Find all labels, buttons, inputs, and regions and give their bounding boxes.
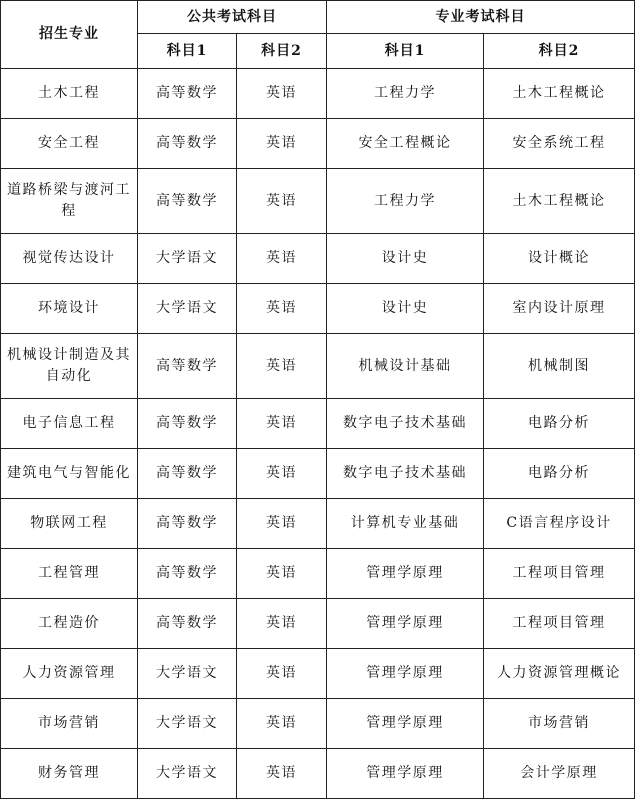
cell-public-subject-1: 高等数学 [138, 119, 237, 169]
cell-professional-subject-2: 人力资源管理概论 [484, 649, 635, 699]
cell-professional-subject-2: 电路分析 [484, 399, 635, 449]
cell-professional-subject-2: 机械制图 [484, 334, 635, 399]
header-public-group: 公共考试科目 [138, 1, 327, 34]
cell-professional-subject-2: 设计概论 [484, 234, 635, 284]
cell-public-subject-2: 英语 [237, 234, 327, 284]
table-row [1, 169, 635, 234]
cell-public-subject-1: 高等数学 [138, 549, 237, 599]
cell-major: 市场营销 [1, 699, 138, 749]
cell-professional-subject-2: 市场营销 [484, 699, 635, 749]
cell-professional-subject-1: 安全工程概论 [327, 119, 484, 169]
cell-public-subject-2: 英语 [237, 284, 327, 334]
cell-professional-subject-2: 工程项目管理 [484, 549, 635, 599]
header-row-groups [1, 1, 635, 34]
cell-public-subject-2: 英语 [237, 699, 327, 749]
cell-professional-subject-1: 工程力学 [327, 69, 484, 119]
cell-professional-subject-2: 工程项目管理 [484, 599, 635, 649]
cell-major: 电子信息工程 [1, 399, 138, 449]
cell-public-subject-2: 英语 [237, 169, 327, 234]
header-public-subject-2: 科目2 [237, 34, 327, 69]
header-professional-group: 专业考试科目 [327, 1, 635, 34]
cell-professional-subject-2: 会计学原理 [484, 749, 635, 799]
header-professional-subject-2: 科目2 [484, 34, 635, 69]
cell-major: 财务管理 [1, 749, 138, 799]
header-major: 招生专业 [1, 1, 138, 69]
cell-major: 机械设计制造及其自动化 [1, 334, 138, 399]
cell-major: 建筑电气与智能化 [1, 449, 138, 499]
table-row [1, 69, 635, 119]
table-row [1, 234, 635, 284]
cell-public-subject-1: 高等数学 [138, 449, 237, 499]
cell-professional-subject-1: 管理学原理 [327, 599, 484, 649]
table-row [1, 549, 635, 599]
cell-public-subject-1: 高等数学 [138, 599, 237, 649]
table-row [1, 749, 635, 799]
cell-professional-subject-1: 工程力学 [327, 169, 484, 234]
cell-public-subject-1: 高等数学 [138, 334, 237, 399]
cell-public-subject-2: 英语 [237, 549, 327, 599]
cell-public-subject-1: 大学语文 [138, 649, 237, 699]
cell-public-subject-1: 大学语文 [138, 699, 237, 749]
cell-major: 工程造价 [1, 599, 138, 649]
cell-public-subject-1: 高等数学 [138, 69, 237, 119]
cell-professional-subject-2: 室内设计原理 [484, 284, 635, 334]
cell-public-subject-2: 英语 [237, 599, 327, 649]
cell-public-subject-2: 英语 [237, 649, 327, 699]
table-row [1, 449, 635, 499]
cell-public-subject-2: 英语 [237, 399, 327, 449]
table-row [1, 334, 635, 399]
cell-major: 物联网工程 [1, 499, 138, 549]
cell-major: 安全工程 [1, 119, 138, 169]
cell-professional-subject-2: 土木工程概论 [484, 69, 635, 119]
header-public-subject-1: 科目1 [138, 34, 237, 69]
cell-major: 工程管理 [1, 549, 138, 599]
cell-public-subject-1: 大学语文 [138, 234, 237, 284]
table-row [1, 499, 635, 549]
cell-professional-subject-1: 管理学原理 [327, 649, 484, 699]
table-row [1, 399, 635, 449]
cell-professional-subject-1: 管理学原理 [327, 549, 484, 599]
cell-major: 环境设计 [1, 284, 138, 334]
header-professional-subject-1: 科目1 [327, 34, 484, 69]
cell-professional-subject-2: 安全系统工程 [484, 119, 635, 169]
cell-professional-subject-1: 计算机专业基础 [327, 499, 484, 549]
table-row [1, 599, 635, 649]
cell-professional-subject-1: 机械设计基础 [327, 334, 484, 399]
cell-public-subject-2: 英语 [237, 334, 327, 399]
cell-public-subject-1: 高等数学 [138, 169, 237, 234]
cell-public-subject-2: 英语 [237, 119, 327, 169]
cell-public-subject-2: 英语 [237, 749, 327, 799]
cell-public-subject-2: 英语 [237, 499, 327, 549]
cell-major: 道路桥梁与渡河工程 [1, 169, 138, 234]
cell-public-subject-1: 大学语文 [138, 284, 237, 334]
cell-major: 土木工程 [1, 69, 138, 119]
cell-professional-subject-1: 数字电子技术基础 [327, 399, 484, 449]
table-row [1, 119, 635, 169]
cell-professional-subject-2: C语言程序设计 [484, 499, 635, 549]
table-row [1, 649, 635, 699]
cell-professional-subject-1: 管理学原理 [327, 699, 484, 749]
cell-professional-subject-1: 数字电子技术基础 [327, 449, 484, 499]
cell-public-subject-2: 英语 [237, 449, 327, 499]
cell-professional-subject-1: 设计史 [327, 234, 484, 284]
cell-public-subject-1: 高等数学 [138, 499, 237, 549]
cell-major: 视觉传达设计 [1, 234, 138, 284]
cell-major: 人力资源管理 [1, 649, 138, 699]
cell-professional-subject-1: 管理学原理 [327, 749, 484, 799]
cell-professional-subject-2: 电路分析 [484, 449, 635, 499]
cell-professional-subject-1: 设计史 [327, 284, 484, 334]
table-row [1, 284, 635, 334]
cell-public-subject-2: 英语 [237, 69, 327, 119]
cell-public-subject-1: 大学语文 [138, 749, 237, 799]
cell-public-subject-1: 高等数学 [138, 399, 237, 449]
table-row [1, 699, 635, 749]
cell-professional-subject-2: 土木工程概论 [484, 169, 635, 234]
